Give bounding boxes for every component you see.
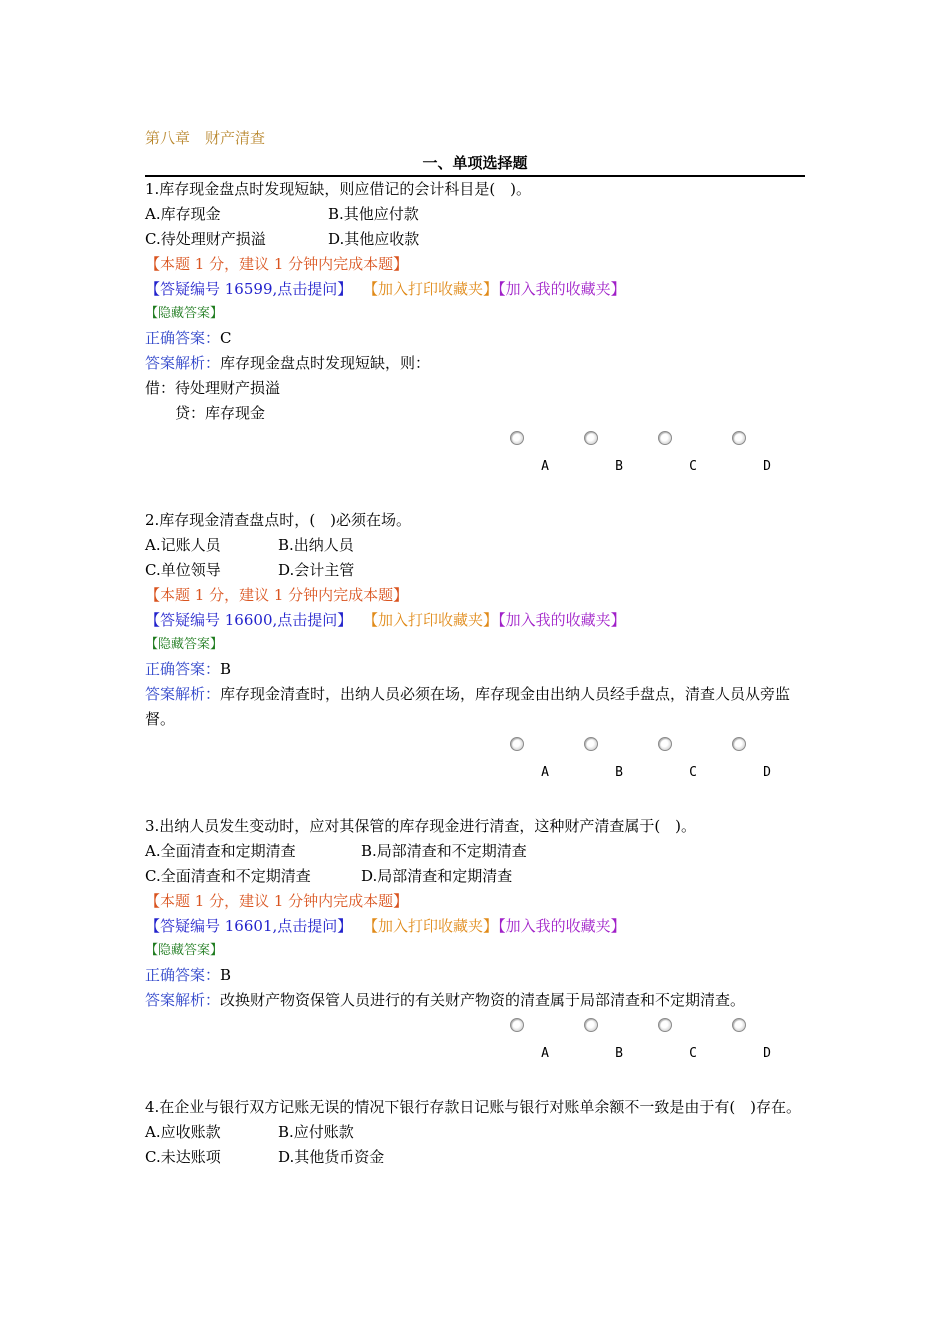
option-d: D.其他应收款 xyxy=(328,230,420,248)
correct-answer-label: 正确答案： xyxy=(145,660,221,678)
radio-label-b: B xyxy=(615,765,623,780)
analysis-text: 改换财产物资保管人员进行的有关财产物资的清查属于局部清查和不定期清查。 xyxy=(220,991,746,1009)
option-a: A.应收账款 xyxy=(145,1123,221,1141)
option-b: B.局部清查和不定期清查 xyxy=(361,842,527,860)
correct-answer-label: 正确答案： xyxy=(145,329,221,347)
add-print-favorites-link[interactable]: 【加入打印收藏夹】 xyxy=(363,280,499,298)
question-stem: 4.在企业与银行双方记账无误的情况下银行存款日记账与银行对账单余额不一致是由于有( )存在。 xyxy=(145,1098,802,1116)
option-a: A.记账人员 xyxy=(145,536,221,554)
radio-label-d: D xyxy=(763,1046,771,1061)
option-a: A.全面清查和定期清查 xyxy=(145,842,296,860)
hide-answer-link[interactable]: 【隐藏答案】 xyxy=(145,306,224,321)
option-b: B.出纳人员 xyxy=(278,536,354,554)
radio-label-a: A xyxy=(541,1046,549,1061)
section-title: 一、单项选择题 xyxy=(145,151,805,177)
radio-option-a[interactable] xyxy=(510,431,524,445)
score-note: 【本题 1 分，建议 1 分钟内完成本题】 xyxy=(145,586,409,604)
add-my-favorites-link[interactable]: 【加入我的收藏夹】 xyxy=(498,917,626,935)
radio-label-d: D xyxy=(763,459,771,474)
radio-label-c: C xyxy=(689,765,697,780)
add-print-favorites-link[interactable]: 【加入打印收藏夹】 xyxy=(363,611,499,629)
document-page xyxy=(145,126,805,1170)
option-a: A.库存现金 xyxy=(145,205,221,223)
radio-label-d: D xyxy=(763,765,771,780)
radio-option-d[interactable] xyxy=(732,1018,746,1032)
ask-question-link[interactable]: 【答疑编号 16599,点击提问】 xyxy=(145,280,353,298)
question-stem: 1.库存现金盘点时发现短缺，则应借记的会计科目是( )。 xyxy=(145,180,532,198)
question-1 xyxy=(145,177,805,488)
analysis-label: 答案解析： xyxy=(145,685,221,703)
option-c: C.待处理财产损溢 xyxy=(145,230,266,248)
radio-option-d[interactable] xyxy=(732,431,746,445)
correct-answer-value: B xyxy=(220,966,232,984)
radio-option-b[interactable] xyxy=(584,1018,598,1032)
radio-label-b: B xyxy=(615,1046,623,1061)
analysis-text: 库存现金盘点时发现短缺，则： xyxy=(220,354,431,372)
add-print-favorites-link[interactable]: 【加入打印收藏夹】 xyxy=(363,917,499,935)
option-d: D.局部清查和定期清查 xyxy=(361,867,513,885)
radio-option-b[interactable] xyxy=(584,431,598,445)
answer-radio-group xyxy=(145,426,805,488)
question-stem: 3.出纳人员发生变动时，应对其保管的库存现金进行清查，这种财产清查属于( )。 xyxy=(145,817,697,835)
radio-option-c[interactable] xyxy=(658,431,672,445)
option-d: D.其他货币资金 xyxy=(278,1148,385,1166)
answer-radio-group xyxy=(145,1013,805,1075)
option-c: C.单位领导 xyxy=(145,561,221,579)
option-d: D.会计主管 xyxy=(278,561,355,579)
radio-label-a: A xyxy=(541,765,549,780)
journal-entry-credit: 贷：库存现金 xyxy=(145,404,266,422)
radio-option-b[interactable] xyxy=(584,737,598,751)
add-my-favorites-link[interactable]: 【加入我的收藏夹】 xyxy=(498,611,626,629)
question-4 xyxy=(145,1095,805,1170)
correct-answer-value: B xyxy=(220,660,232,678)
radio-label-b: B xyxy=(615,459,623,474)
option-b: B.应付账款 xyxy=(278,1123,354,1141)
option-c: C.全面清查和不定期清查 xyxy=(145,867,311,885)
score-note: 【本题 1 分，建议 1 分钟内完成本题】 xyxy=(145,892,409,910)
option-c: C.未达账项 xyxy=(145,1148,221,1166)
radio-option-a[interactable] xyxy=(510,737,524,751)
radio-label-c: C xyxy=(689,1046,697,1061)
question-3 xyxy=(145,814,805,1075)
score-note: 【本题 1 分，建议 1 分钟内完成本题】 xyxy=(145,255,409,273)
analysis-label: 答案解析： xyxy=(145,354,221,372)
radio-label-c: C xyxy=(689,459,697,474)
radio-option-d[interactable] xyxy=(732,737,746,751)
radio-option-c[interactable] xyxy=(658,737,672,751)
ask-question-link[interactable]: 【答疑编号 16601,点击提问】 xyxy=(145,917,353,935)
analysis-label: 答案解析： xyxy=(145,991,221,1009)
radio-option-a[interactable] xyxy=(510,1018,524,1032)
journal-entry-debit: 借：待处理财产损溢 xyxy=(145,379,281,397)
chapter-title: 第八章 财产清查 xyxy=(145,129,266,147)
question-2 xyxy=(145,508,805,794)
add-my-favorites-link[interactable]: 【加入我的收藏夹】 xyxy=(498,280,626,298)
hide-answer-link[interactable]: 【隐藏答案】 xyxy=(145,637,224,652)
question-stem: 2.库存现金清查盘点时，( )必须在场。 xyxy=(145,511,412,529)
hide-answer-link[interactable]: 【隐藏答案】 xyxy=(145,943,224,958)
analysis-text: 库存现金清查时，出纳人员必须在场，库存现金由出纳人员经手盘点，清查人员从旁监督。 xyxy=(145,685,791,728)
radio-label-a: A xyxy=(541,459,549,474)
correct-answer-label: 正确答案： xyxy=(145,966,221,984)
correct-answer-value: C xyxy=(220,329,232,347)
option-b: B.其他应付款 xyxy=(328,205,419,223)
answer-radio-group xyxy=(145,732,805,794)
radio-option-c[interactable] xyxy=(658,1018,672,1032)
ask-question-link[interactable]: 【答疑编号 16600,点击提问】 xyxy=(145,611,353,629)
